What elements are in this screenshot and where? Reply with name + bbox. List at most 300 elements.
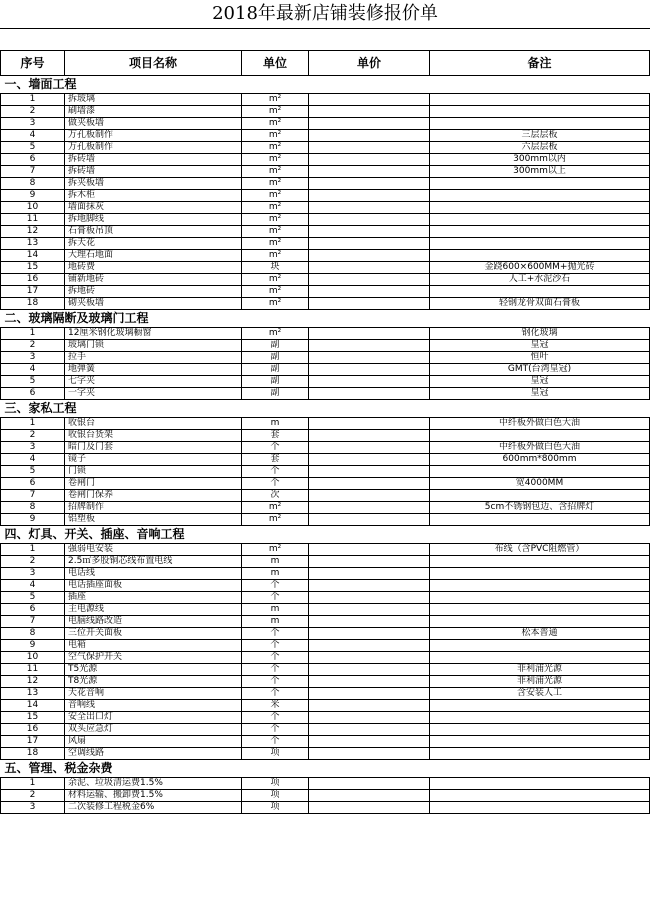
row-item-name: 地砖费 <box>65 262 242 274</box>
row-remark <box>430 430 650 442</box>
row-unit-price[interactable] <box>309 556 430 568</box>
row-remark: 轻钢龙骨双面石膏板 <box>430 298 650 310</box>
row-remark: 皇冠 <box>430 388 650 400</box>
row-item-name: 万孔板制作 <box>65 130 242 142</box>
row-unit-price[interactable] <box>309 640 430 652</box>
row-index: 1 <box>1 778 65 790</box>
row-index: 2 <box>1 106 65 118</box>
row-unit-price[interactable] <box>309 502 430 514</box>
row-index: 2 <box>1 340 65 352</box>
row-remark: 含安装人工 <box>430 688 650 700</box>
table-row <box>1 490 650 502</box>
table-row <box>1 190 650 202</box>
row-unit-price[interactable] <box>309 466 430 478</box>
row-item-name: 铝塑板 <box>65 514 242 526</box>
table-row <box>1 802 650 814</box>
row-remark <box>430 106 650 118</box>
row-unit-price[interactable] <box>309 142 430 154</box>
row-item-name: 12厘米钢化玻璃橱窗 <box>65 328 242 340</box>
row-index: 9 <box>1 514 65 526</box>
row-index: 4 <box>1 130 65 142</box>
row-item-name: 收银台 <box>65 418 242 430</box>
row-unit: m² <box>242 226 309 238</box>
table-row <box>1 466 650 478</box>
row-item-name: 拆地脚线 <box>65 214 242 226</box>
table-row <box>1 592 650 604</box>
row-item-name: 镜子 <box>65 454 242 466</box>
row-item-name: 一字夹 <box>65 388 242 400</box>
table-row <box>1 94 650 106</box>
row-unit-price[interactable] <box>309 328 430 340</box>
table-row <box>1 154 650 166</box>
row-unit-price[interactable] <box>309 352 430 364</box>
row-remark: 皇冠 <box>430 340 650 352</box>
row-unit-price[interactable] <box>309 442 430 454</box>
row-index: 12 <box>1 676 65 688</box>
row-remark <box>430 226 650 238</box>
row-remark <box>430 238 650 250</box>
row-index: 3 <box>1 802 65 814</box>
row-unit-price[interactable] <box>309 298 430 310</box>
table-row <box>1 130 650 142</box>
table-row <box>1 790 650 802</box>
table-row <box>1 544 650 556</box>
table-row <box>1 118 650 130</box>
quote-table <box>0 50 650 814</box>
row-index: 2 <box>1 790 65 802</box>
table-row <box>1 724 650 736</box>
table-row <box>1 388 650 400</box>
table-row <box>1 142 650 154</box>
row-remark: 中纤板外做白色大油 <box>430 442 650 454</box>
header-row <box>1 51 650 76</box>
row-unit: m <box>242 418 309 430</box>
row-index: 17 <box>1 286 65 298</box>
row-unit-price[interactable] <box>309 418 430 430</box>
row-unit-price[interactable] <box>309 202 430 214</box>
row-index: 1 <box>1 544 65 556</box>
table-row <box>1 286 650 298</box>
header-item-name: 项目名称 <box>65 51 242 76</box>
row-unit-price[interactable] <box>309 736 430 748</box>
row-index: 4 <box>1 454 65 466</box>
row-index: 8 <box>1 628 65 640</box>
table-row <box>1 778 650 790</box>
row-remark: GMT(台湾皇冠) <box>430 364 650 376</box>
row-unit-price[interactable] <box>309 724 430 736</box>
table-row <box>1 454 650 466</box>
row-index: 6 <box>1 154 65 166</box>
table-row <box>1 274 650 286</box>
row-item-name: 暗门及门套 <box>65 442 242 454</box>
row-unit: 个 <box>242 640 309 652</box>
row-remark: 布线（含PVC阻燃管） <box>430 544 650 556</box>
row-item-name: 余泥、垃圾清运费1.5% <box>65 778 242 790</box>
row-unit: 项 <box>242 748 309 760</box>
table-row <box>1 418 650 430</box>
row-remark <box>430 802 650 814</box>
row-unit-price[interactable] <box>309 454 430 466</box>
table-row <box>1 568 650 580</box>
row-unit: 次 <box>242 490 309 502</box>
row-remark <box>430 490 650 502</box>
row-remark <box>430 202 650 214</box>
table-row <box>1 202 650 214</box>
row-remark <box>430 214 650 226</box>
row-remark <box>430 250 650 262</box>
row-index: 4 <box>1 364 65 376</box>
row-item-name: 门锁 <box>65 466 242 478</box>
row-item-name: 电话插座面板 <box>65 580 242 592</box>
row-unit: m² <box>242 274 309 286</box>
header-unit: 单位 <box>242 51 309 76</box>
row-item-name: 2.5㎡多股铜芯线布置电线 <box>65 556 242 568</box>
row-remark <box>430 616 650 628</box>
row-unit-price[interactable] <box>309 628 430 640</box>
section-title: 三、家私工程 <box>1 400 650 418</box>
row-unit-price[interactable] <box>309 616 430 628</box>
row-item-name: 收银台货架 <box>65 430 242 442</box>
row-unit: m² <box>242 514 309 526</box>
row-unit-price[interactable] <box>309 568 430 580</box>
row-item-name: 七字夹 <box>65 376 242 388</box>
section-row <box>1 400 650 418</box>
row-item-name: 双头应急灯 <box>65 724 242 736</box>
row-unit: m <box>242 556 309 568</box>
row-unit-price[interactable] <box>309 580 430 592</box>
row-index: 9 <box>1 190 65 202</box>
row-index: 3 <box>1 442 65 454</box>
row-unit-price[interactable] <box>309 712 430 724</box>
row-item-name: 拆夹板墙 <box>65 178 242 190</box>
row-index: 4 <box>1 580 65 592</box>
row-index: 8 <box>1 502 65 514</box>
table-row <box>1 688 650 700</box>
row-item-name: 天花音响 <box>65 688 242 700</box>
section-title: 二、玻璃隔断及玻璃门工程 <box>1 310 650 328</box>
row-index: 5 <box>1 466 65 478</box>
row-unit-price[interactable] <box>309 388 430 400</box>
row-unit-price[interactable] <box>309 166 430 178</box>
row-remark: 恒叶 <box>430 352 650 364</box>
row-remark <box>430 748 650 760</box>
row-unit-price[interactable] <box>309 790 430 802</box>
row-item-name: 砌夹板墙 <box>65 298 242 310</box>
header-remark: 备注 <box>430 51 650 76</box>
row-unit-price[interactable] <box>309 430 430 442</box>
row-unit-price[interactable] <box>309 286 430 298</box>
row-index: 8 <box>1 178 65 190</box>
row-item-name: 电话线 <box>65 568 242 580</box>
table-row <box>1 616 650 628</box>
row-index: 10 <box>1 652 65 664</box>
row-item-name: 拆天花 <box>65 238 242 250</box>
table-row <box>1 376 650 388</box>
row-index: 3 <box>1 352 65 364</box>
row-unit-price[interactable] <box>309 700 430 712</box>
row-unit-price[interactable] <box>309 376 430 388</box>
table-row <box>1 604 650 616</box>
section-row <box>1 310 650 328</box>
table-row <box>1 250 650 262</box>
row-index: 11 <box>1 214 65 226</box>
section-row <box>1 760 650 778</box>
table-row <box>1 364 650 376</box>
row-unit: m² <box>242 154 309 166</box>
table-row <box>1 664 650 676</box>
row-item-name: 做夹板墙 <box>65 118 242 130</box>
row-remark <box>430 724 650 736</box>
row-index: 7 <box>1 166 65 178</box>
row-index: 6 <box>1 604 65 616</box>
row-unit: m <box>242 616 309 628</box>
row-item-name: 材料运输、搬卸费1.5% <box>65 790 242 802</box>
row-unit-price[interactable] <box>309 238 430 250</box>
row-index: 11 <box>1 664 65 676</box>
row-index: 15 <box>1 262 65 274</box>
row-unit: 米 <box>242 700 309 712</box>
row-item-name: 空气保护开关 <box>65 652 242 664</box>
row-remark: 300mm以内 <box>430 154 650 166</box>
row-unit-price[interactable] <box>309 364 430 376</box>
row-unit: 个 <box>242 592 309 604</box>
row-index: 10 <box>1 202 65 214</box>
row-unit: 副 <box>242 352 309 364</box>
row-unit: 副 <box>242 340 309 352</box>
row-remark: 600mm*800mm <box>430 454 650 466</box>
row-item-name: 拉手 <box>65 352 242 364</box>
row-remark: 中纤板外做白色大油 <box>430 418 650 430</box>
table-row <box>1 262 650 274</box>
row-item-name: 地弹簧 <box>65 364 242 376</box>
row-unit-price[interactable] <box>309 106 430 118</box>
row-remark <box>430 286 650 298</box>
table-row <box>1 442 650 454</box>
row-index: 16 <box>1 274 65 286</box>
row-unit-price[interactable] <box>309 340 430 352</box>
row-index: 13 <box>1 238 65 250</box>
row-remark <box>430 604 650 616</box>
row-item-name: 招牌制作 <box>65 502 242 514</box>
row-unit: 副 <box>242 364 309 376</box>
section-title: 五、管理、税金杂费 <box>1 760 650 778</box>
row-unit-price[interactable] <box>309 274 430 286</box>
row-unit: 副 <box>242 388 309 400</box>
row-item-name: 刷墙漆 <box>65 106 242 118</box>
row-unit-price[interactable] <box>309 226 430 238</box>
row-remark: 宽4000MM <box>430 478 650 490</box>
row-unit-price[interactable] <box>309 664 430 676</box>
table-row <box>1 478 650 490</box>
row-remark: 300mm以上 <box>430 166 650 178</box>
row-remark <box>430 778 650 790</box>
row-remark: 皇冠 <box>430 376 650 388</box>
row-item-name: 拆木柜 <box>65 190 242 202</box>
row-unit-price[interactable] <box>309 688 430 700</box>
table-row <box>1 340 650 352</box>
row-item-name: 拆砖墙 <box>65 154 242 166</box>
row-remark: 六层层板 <box>430 142 650 154</box>
row-unit: 副 <box>242 376 309 388</box>
row-unit-price[interactable] <box>309 94 430 106</box>
row-item-name: 铺新地砖 <box>65 274 242 286</box>
row-unit: 个 <box>242 628 309 640</box>
row-unit-price[interactable] <box>309 544 430 556</box>
row-item-name: 墙面抹灰 <box>65 202 242 214</box>
row-unit: m² <box>242 238 309 250</box>
row-remark <box>430 640 650 652</box>
row-unit: m² <box>242 190 309 202</box>
table-row <box>1 514 650 526</box>
row-unit: m <box>242 568 309 580</box>
row-remark <box>430 94 650 106</box>
row-index: 13 <box>1 688 65 700</box>
row-index: 5 <box>1 592 65 604</box>
table-row <box>1 430 650 442</box>
row-remark: 人工+水泥沙石 <box>430 274 650 286</box>
row-index: 14 <box>1 700 65 712</box>
row-unit-price[interactable] <box>309 214 430 226</box>
row-unit: m² <box>242 328 309 340</box>
row-index: 1 <box>1 328 65 340</box>
row-remark <box>430 514 650 526</box>
row-remark <box>430 568 650 580</box>
row-unit: m² <box>242 214 309 226</box>
row-unit-price[interactable] <box>309 778 430 790</box>
table-row <box>1 748 650 760</box>
sheet-title: 2018年最新店铺装修报价单 <box>0 0 650 29</box>
table-row <box>1 226 650 238</box>
row-unit: 个 <box>242 664 309 676</box>
table-row <box>1 676 650 688</box>
row-unit: m <box>242 604 309 616</box>
table-row <box>1 628 650 640</box>
row-unit: 项 <box>242 802 309 814</box>
row-unit: 套 <box>242 454 309 466</box>
row-item-name: 玻璃门锁 <box>65 340 242 352</box>
row-remark: 5cm不锈钢包边、含招牌灯 <box>430 502 650 514</box>
row-unit-price[interactable] <box>309 154 430 166</box>
row-index: 18 <box>1 748 65 760</box>
row-index: 7 <box>1 490 65 502</box>
header-index: 序号 <box>1 51 65 76</box>
row-index: 16 <box>1 724 65 736</box>
row-unit: 个 <box>242 652 309 664</box>
row-item-name: 拆砖墙 <box>65 166 242 178</box>
row-item-name: 空调线路 <box>65 748 242 760</box>
table-row <box>1 652 650 664</box>
row-item-name: T5光源 <box>65 664 242 676</box>
row-unit-price[interactable] <box>309 490 430 502</box>
row-unit: 个 <box>242 580 309 592</box>
table-row <box>1 178 650 190</box>
row-index: 3 <box>1 118 65 130</box>
row-unit-price[interactable] <box>309 118 430 130</box>
row-unit-price[interactable] <box>309 604 430 616</box>
row-item-name: 风扇 <box>65 736 242 748</box>
row-remark <box>430 190 650 202</box>
row-item-name: 卷闸门 <box>65 478 242 490</box>
row-unit: 块 <box>242 262 309 274</box>
row-unit: 个 <box>242 442 309 454</box>
table-row <box>1 502 650 514</box>
row-unit: 项 <box>242 790 309 802</box>
table-row <box>1 166 650 178</box>
table-row <box>1 106 650 118</box>
row-unit: m² <box>242 142 309 154</box>
row-unit-price[interactable] <box>309 250 430 262</box>
row-unit-price[interactable] <box>309 130 430 142</box>
row-item-name: 拆玻璃 <box>65 94 242 106</box>
row-unit: 个 <box>242 712 309 724</box>
row-unit: 个 <box>242 676 309 688</box>
row-item-name: 大理石地面 <box>65 250 242 262</box>
row-index: 6 <box>1 388 65 400</box>
row-index: 3 <box>1 568 65 580</box>
row-index: 14 <box>1 250 65 262</box>
row-unit: m² <box>242 130 309 142</box>
section-title: 四、灯具、开关、插座、音响工程 <box>1 526 650 544</box>
row-remark: 三层层板 <box>430 130 650 142</box>
table-row <box>1 214 650 226</box>
section-row <box>1 526 650 544</box>
row-item-name: 卷闸门保养 <box>65 490 242 502</box>
row-item-name: 主电源线 <box>65 604 242 616</box>
row-unit-price[interactable] <box>309 802 430 814</box>
row-remark <box>430 556 650 568</box>
row-index: 12 <box>1 226 65 238</box>
row-unit-price[interactable] <box>309 676 430 688</box>
row-item-name: 拆地砖 <box>65 286 242 298</box>
row-unit-price[interactable] <box>309 478 430 490</box>
table-row <box>1 736 650 748</box>
row-unit: m² <box>242 178 309 190</box>
row-unit: m² <box>242 286 309 298</box>
blank-row <box>0 29 650 50</box>
row-item-name: 万孔板制作 <box>65 142 242 154</box>
row-unit: m² <box>242 106 309 118</box>
row-unit: m² <box>242 166 309 178</box>
section-title: 一、墙面工程 <box>1 76 650 94</box>
row-unit-price[interactable] <box>309 748 430 760</box>
row-unit-price[interactable] <box>309 262 430 274</box>
row-unit-price[interactable] <box>309 652 430 664</box>
row-item-name: 石膏板吊顶 <box>65 226 242 238</box>
row-unit: 套 <box>242 430 309 442</box>
row-index: 2 <box>1 556 65 568</box>
table-row <box>1 556 650 568</box>
row-remark <box>430 118 650 130</box>
row-index: 9 <box>1 640 65 652</box>
row-index: 5 <box>1 376 65 388</box>
row-index: 18 <box>1 298 65 310</box>
row-unit-price[interactable] <box>309 178 430 190</box>
row-remark: 金跷600×600MM+抛光砖 <box>430 262 650 274</box>
row-remark: 钢化玻璃 <box>430 328 650 340</box>
row-unit: 个 <box>242 724 309 736</box>
row-remark <box>430 466 650 478</box>
row-index: 5 <box>1 142 65 154</box>
row-unit-price[interactable] <box>309 514 430 526</box>
row-index: 15 <box>1 712 65 724</box>
table-row <box>1 328 650 340</box>
row-unit: m² <box>242 118 309 130</box>
row-unit-price[interactable] <box>309 592 430 604</box>
row-unit: 个 <box>242 736 309 748</box>
row-remark <box>430 652 650 664</box>
row-unit-price[interactable] <box>309 190 430 202</box>
row-unit: m² <box>242 94 309 106</box>
